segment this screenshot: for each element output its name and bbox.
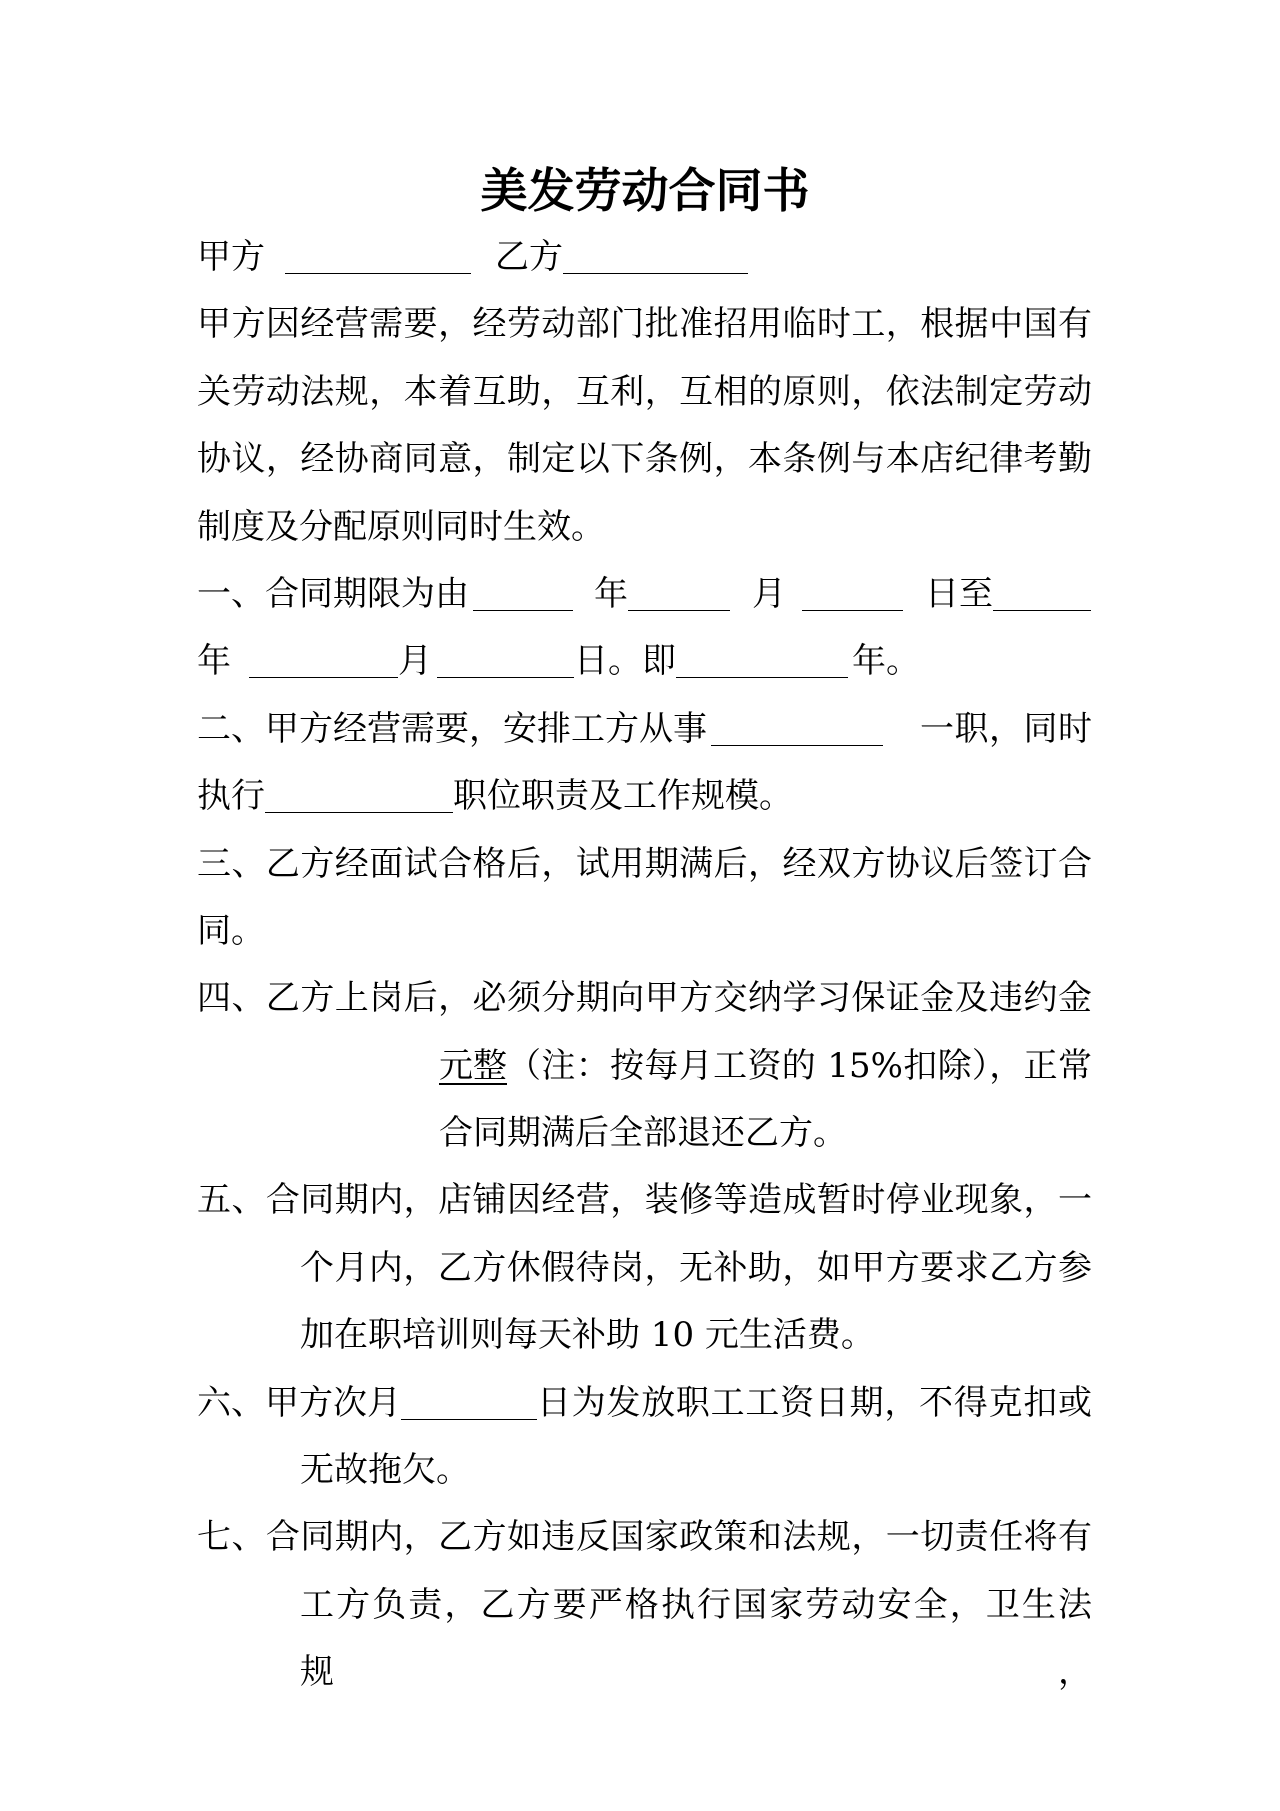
clause-2-post: 一职，同时 [920,708,1092,749]
year-label: 年 [197,641,231,682]
end-year-blank [993,580,1091,611]
clause-6-prefix: 六、甲方次月 [197,1382,401,1423]
month-label: 月 [398,641,432,682]
duration-years-blank [676,647,848,678]
clause-4-note: （注：按每月工资的 15%扣除），正常 [507,1045,1092,1086]
clause-3-line: 同。 [197,910,265,951]
parties-line [197,224,1092,291]
day-ie-label: 日。即 [574,641,676,682]
end-month-blank [249,647,398,678]
clause-2-line-2 [197,763,1092,830]
clause-6-line-1 [197,1370,1092,1437]
party-b-label: 乙方 [495,237,563,277]
preamble-line: 协议，经协商同意，制定以下条例，本条例与本店纪律考勤 [197,439,1092,480]
clause-6-line-2: 无故拖欠。 [300,1450,470,1491]
clause-1-line-1 [197,561,1092,628]
clause-1-prefix: 一、合同期限为由 [197,573,469,614]
contract-body [197,224,1092,1693]
clause-7-line: 工方负责，乙方要严格执行国家劳动安全，卫生法规， [300,1584,1092,1693]
party-a-label: 甲方 [197,237,265,277]
clause-5-line: 加在职培训则每天补助 10 元生活费。 [300,1315,875,1356]
amount-underlined-text: 元整 [439,1045,507,1086]
clause-2-line-1 [197,696,1092,763]
clause-3-line: 三、乙方经面试合格后，试用期满后，经双方协议后签订合 [197,843,1092,884]
clause-6-rest: 日为发放职工工资日期，不得克扣或 [537,1382,1092,1423]
clause-5-line: 个月内，乙方休假待岗，无补助，如甲方要求乙方参 [300,1247,1092,1288]
day-to-label: 日至 [925,573,993,614]
job-position-blank [711,715,883,746]
start-year-blank [473,580,573,611]
document-title: 美发劳动合同书 [480,164,810,219]
party-b-blank [563,243,748,274]
end-day-blank [437,647,574,678]
clause-4-line-2 [197,1033,1092,1100]
start-day-blank [802,580,903,611]
party-a-blank [285,243,471,274]
clause-2-prefix: 二、甲方经营需要，安排工方从事 [197,708,707,749]
payday-blank [401,1389,537,1420]
year-label: 年 [594,573,628,614]
month-label: 月 [752,573,786,614]
clause-2-line2-post: 职位职责及工作规模。 [453,776,793,817]
preamble-line: 制度及分配原则同时生效。 [197,506,605,547]
years-label: 年。 [852,641,920,682]
start-month-blank [628,580,730,611]
clause-4-line-1: 四、乙方上岗后，必须分期向甲方交纳学习保证金及违约金 [197,978,1092,1019]
clause-2-line2-prefix: 执行 [197,776,265,817]
preamble-line: 关劳动法规，本着互助，互利，互相的原则，依法制定劳动 [197,371,1092,412]
clause-4-line-3: 合同期满后全部退还乙方。 [439,1113,847,1154]
clause-7-line: 七、合同期内，乙方如违反国家政策和法规，一切责任将有 [197,1517,1092,1558]
preamble-line: 甲方因经营需要，经劳动部门批准招用临时工，根据中国有 [197,304,1092,345]
clause-5-line: 五、合同期内，店铺因经营，装修等造成暂时停业现象，一 [197,1180,1092,1221]
duty-position-blank [265,782,453,813]
clause-1-line-2 [197,628,1092,695]
